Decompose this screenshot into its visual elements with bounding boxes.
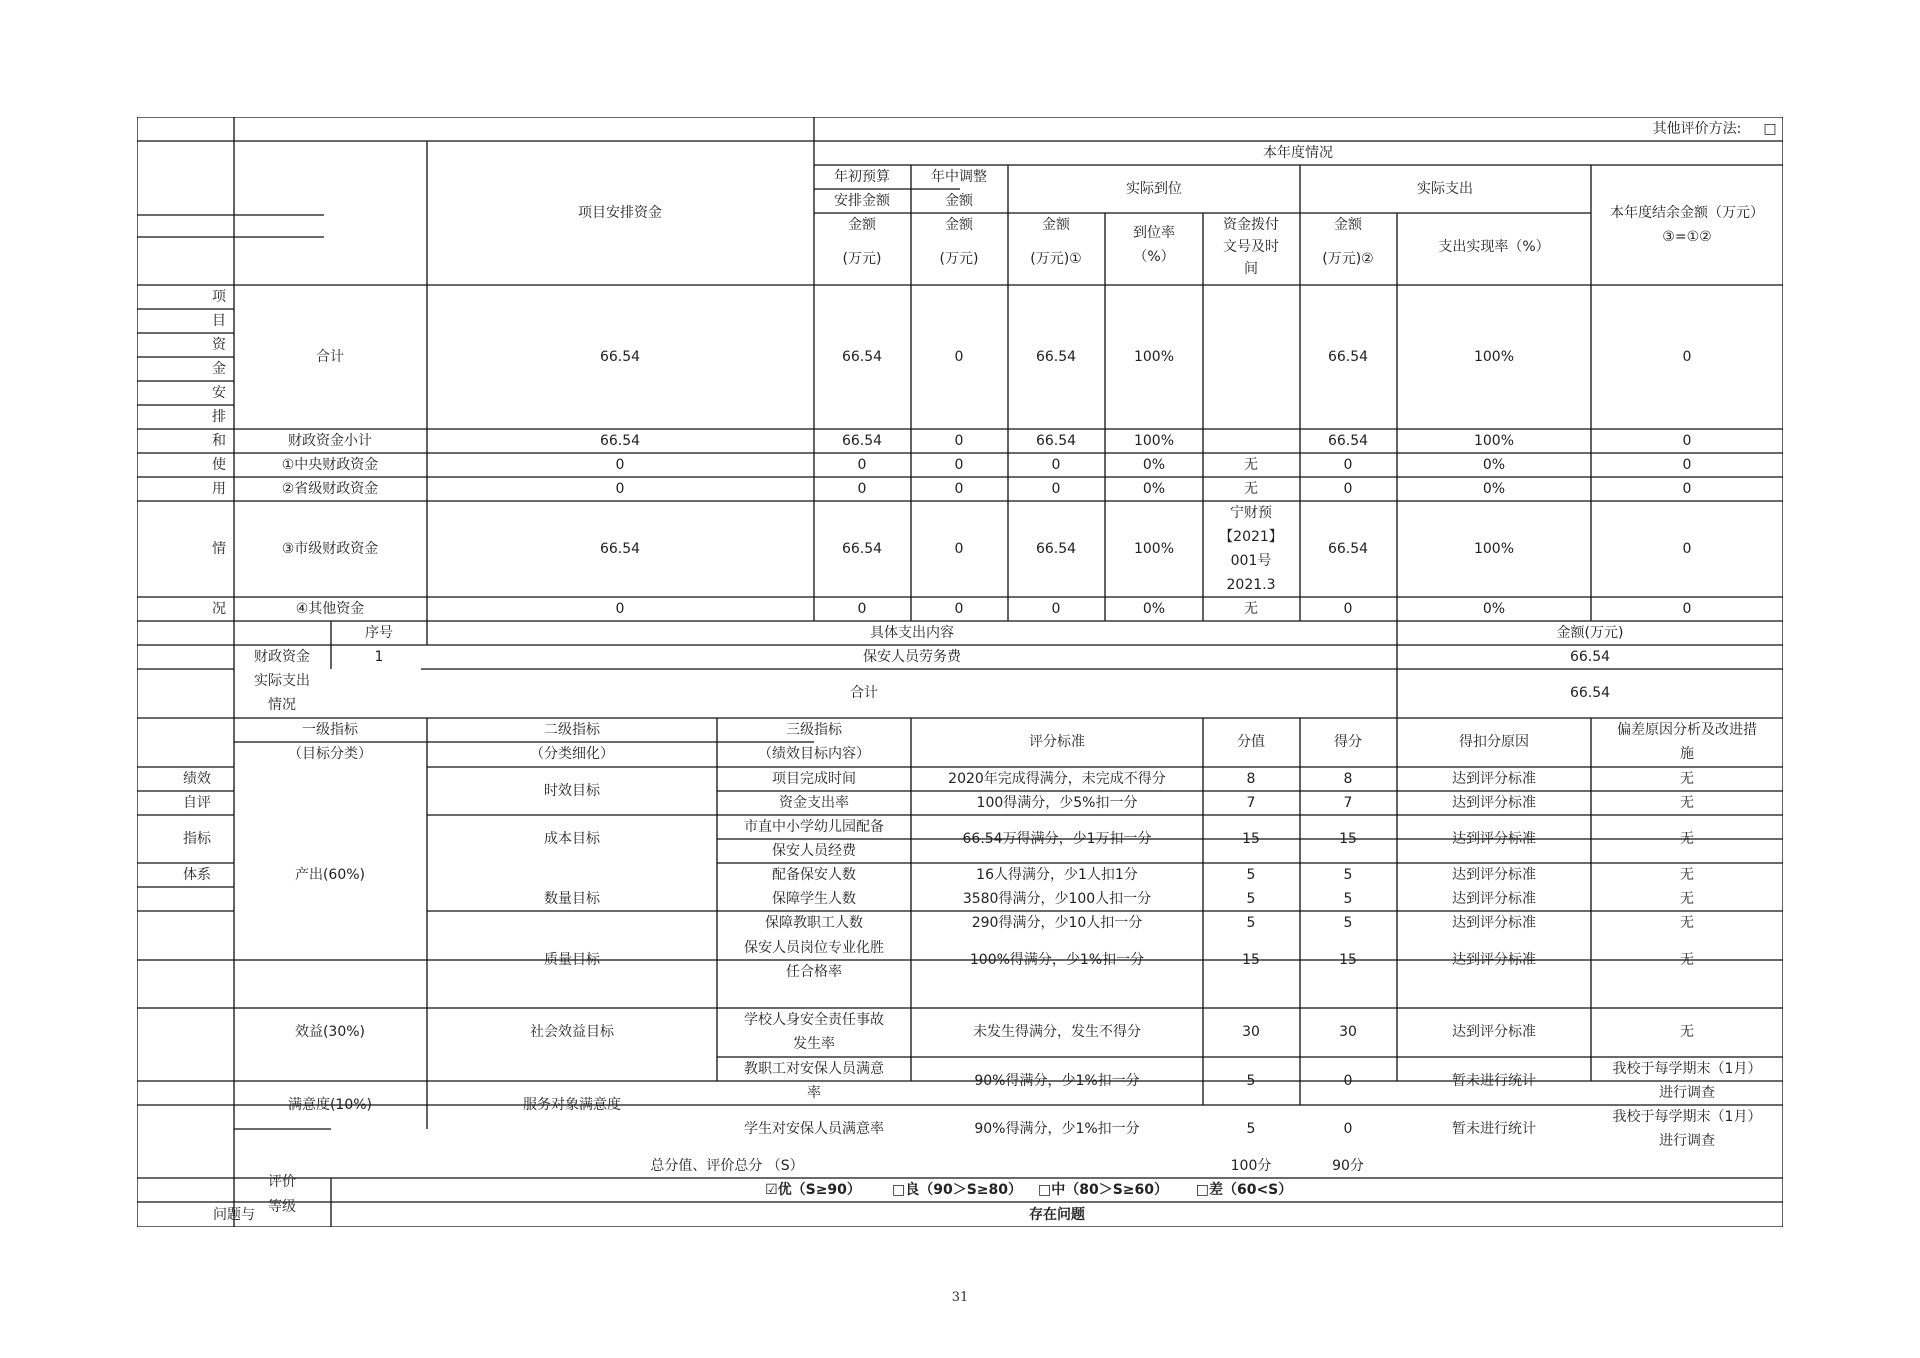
cell: 100% [1133,433,1175,449]
cell: ④其他资金 [295,601,365,617]
cell: 任合格率 [786,964,842,980]
spend-label: 财政资金 [254,649,310,665]
project-funds-heading: 项目安排资金 [578,205,662,221]
cell: 100% [1473,541,1515,557]
cell: 达到评分标准 [1452,952,1536,968]
perf-heading: 得分 [1334,734,1362,750]
cell: 66.54万得满分，少1万扣一分 [962,831,1152,847]
cell: 未发生得满分，发生不得分 [973,1024,1141,1040]
perf-heading: 三级指标 [786,722,842,738]
cell: 15 [1242,831,1260,847]
cell: 66.54 [1035,349,1077,365]
cell: 达到评分标准 [1452,915,1536,931]
side-char: 安 [212,385,226,401]
spend-no-heading: 序号 [365,625,393,641]
side-char: 体系 [183,867,211,883]
cell: 无 [1680,1024,1694,1040]
side-char: 指标 [183,831,211,847]
other-methods-label: 其他评价方法: [1652,121,1742,137]
cell: 0 [1051,601,1061,617]
perf-row [744,1108,1761,1149]
cell: 0 [954,457,964,473]
perf-row [744,1011,1694,1052]
cell: 100% [1133,541,1175,557]
initial-budget-heading-2: 安排金额 [834,193,890,209]
cell: 率 [807,1085,821,1101]
cell: 0 [954,433,964,449]
cell: 66.54 [841,433,883,449]
cell: 【2021】 [1219,529,1283,545]
cell: 66.54 [1327,349,1369,365]
cell: 0 [615,457,625,473]
cell: 0 [1682,457,1692,473]
side-char: 金 [212,361,226,377]
spend-total-label: 合计 [850,685,878,701]
perf-heading: 施 [1680,746,1694,762]
cell: 5 [1246,891,1256,907]
cell: 无 [1680,795,1694,811]
cell: ①中央财政资金 [281,457,379,473]
unit-heading-1: (万元)① [1030,251,1082,267]
cell: 0 [1682,601,1692,617]
side-char: 目 [212,313,226,329]
current-year-heading: 本年度情况 [1263,145,1333,161]
cell: 我校于每学期末（1月） [1612,1061,1762,1077]
cell: 0 [857,601,867,617]
level1-label: 满意度(10%) [287,1097,373,1113]
cell: 66.54 [1327,541,1369,557]
perf-heading: （分类细化） [530,746,614,762]
level2-label: 社会效益目标 [530,1024,614,1040]
page-number: 31 [951,1290,969,1305]
cell: 财政资金小计 [288,433,372,449]
cell: 进行调查 [1659,1085,1715,1101]
side-char: 情 [212,541,226,557]
cell: 5 [1246,915,1256,931]
cell: 7 [1343,795,1353,811]
cell: 我校于每学期末（1月） [1612,1109,1762,1125]
level2-label: 服务对象满意度 [523,1097,621,1113]
problems-title: 存在问题 [1029,1207,1085,1223]
perf-total-score: 100分 [1230,1158,1272,1174]
cell: 15 [1339,952,1357,968]
perf-heading: 评分标准 [1029,734,1085,750]
cell: 66.54 [599,433,641,449]
perf-row [772,770,1694,787]
cell: 66.54 [841,349,883,365]
cell: 5 [1246,867,1256,883]
cell: 0 [1682,541,1692,557]
side-char: 用 [212,481,226,497]
initial-budget-heading: 年初预算 [834,169,890,185]
cell: 5 [1246,1073,1256,1089]
cell: 0 [1343,481,1353,497]
cell: 8 [1246,771,1256,787]
cell: 15 [1242,952,1260,968]
cell: 100%得满分，少1%扣一分 [969,952,1145,968]
side-char: 绩效 [183,771,211,787]
perf-heading: 分值 [1237,734,1265,750]
cell: 0 [857,457,867,473]
cell: 发生率 [793,1036,835,1052]
cell: 90%得满分，少1%扣一分 [974,1121,1140,1137]
spend-label: 情况 [268,697,296,713]
level1-label: 效益(30%) [294,1024,366,1040]
rating-excellent-option[interactable]: ☑优（S≥90） [765,1182,861,1198]
cell: 30 [1242,1024,1260,1040]
cell: 5 [1343,915,1353,931]
cell: 2020年完成得满分，未完成不得分 [948,771,1166,787]
actual-arrival-heading: 实际到位 [1126,181,1182,197]
cell: 16人得满分，少1人扣1分 [976,867,1138,883]
cell: ②省级财政资金 [281,481,379,497]
cell: 0 [1051,481,1061,497]
cell: 无 [1680,831,1694,847]
side-char: 自评 [183,795,211,811]
spend-amount-heading: 金额(万元) [1556,625,1624,641]
perf-heading: （绩效目标内容） [758,746,870,762]
side-char: 和 [212,433,226,449]
level2-label: 时效目标 [544,783,600,799]
balance-heading: 本年度结余金额（万元） [1610,205,1764,221]
amount-heading: 金额 [1042,217,1070,233]
problems-label: 问题与 [213,1207,255,1223]
perf-heading: 偏差原因分析及改进措 [1617,722,1757,738]
amount-heading: 金额 [1334,217,1362,233]
cell: 无 [1244,481,1258,497]
balance-formula: ③=①② [1662,229,1712,245]
cell: 0% [1142,457,1166,473]
cell: 66.54 [599,541,641,557]
row-total-plan: 66.54 [599,349,641,365]
perf-total-got: 90分 [1332,1158,1364,1174]
cell: 达到评分标准 [1452,867,1536,883]
cell: 100% [1133,349,1175,365]
cell: ③市级财政资金 [281,541,379,557]
cell: 0 [1051,457,1061,473]
cell: 8 [1343,771,1353,787]
spend-label: 实际支出 [254,673,310,689]
cell: 无 [1680,891,1694,907]
cell: 0 [615,601,625,617]
cell: 无 [1680,867,1694,883]
cell: 保障学生人数 [772,891,856,907]
perf-heading: 一级指标 [302,722,358,738]
cell: 保安人员劳务费 [863,649,961,665]
perf-row [772,866,1694,883]
cell: 3580得满分，少100人扣一分 [962,891,1152,907]
cell: 达到评分标准 [1452,771,1536,787]
actual-spend-heading: 实际支出 [1417,181,1473,197]
mid-adjust-heading-2: 金额 [945,193,973,209]
cell: 90%得满分，少1%扣一分 [974,1073,1140,1089]
cell: 项目完成时间 [772,771,856,787]
rating-label-2: 等级 [268,1199,296,1215]
rating-poor-option[interactable]: □差（60<S） [1195,1182,1293,1198]
side-char: 使 [212,457,226,473]
perf-heading: （目标分类） [288,746,372,762]
cell: 0 [1682,481,1692,497]
cell: 暂未进行统计 [1452,1121,1536,1137]
cell: 100% [1473,349,1515,365]
cell: 0 [1343,1073,1353,1089]
amount-heading: 金额 [848,217,876,233]
cell: 0 [1682,349,1692,365]
cell: 15 [1339,831,1357,847]
cell: 66.54 [1569,649,1611,665]
cell: 0 [954,349,964,365]
cell: 达到评分标准 [1452,891,1536,907]
cell: 0 [954,481,964,497]
cell: 0 [1343,1121,1353,1137]
cell: 配备保安人数 [772,867,856,883]
arrival-rate-heading: 到位率 [1133,225,1175,241]
cell: 5 [1246,1121,1256,1137]
cell: 宁财预 [1230,505,1272,521]
rating-good-option[interactable]: □良（90＞S≥80） [891,1182,1023,1198]
cell: 0% [1482,601,1506,617]
level2-label: 数量目标 [544,891,600,907]
cell: 0% [1482,457,1506,473]
cell: 0 [954,601,964,617]
perf-row [779,794,1694,811]
perf-row [772,890,1694,907]
cell: 66.54 [1035,433,1077,449]
side-char: 况 [212,601,226,617]
cell: 66.54 [841,541,883,557]
spend-content-heading: 具体支出内容 [870,625,954,641]
cell: 100得满分，少5%扣一分 [976,795,1138,811]
evaluation-table [137,117,1783,1227]
unit-heading: (万元) [842,251,882,267]
cell: 0 [615,481,625,497]
cell: 001号 [1230,553,1272,569]
cell: 资金支出率 [779,795,849,811]
cell: 市直中小学幼儿园配备 [744,819,884,835]
side-char: 资 [212,337,226,353]
cell: 0 [1343,601,1353,617]
cell: 达到评分标准 [1452,1024,1536,1040]
level1-label: 产出(60%) [294,867,366,883]
rating-label: 评价 [268,1174,296,1190]
perf-heading: 得扣分原因 [1459,734,1529,750]
cell: 暂未进行统计 [1452,1073,1536,1089]
cell: 保安人员岗位专业化胜 [744,940,884,956]
mid-adjust-heading: 年中调整 [931,169,987,185]
cell: 无 [1680,952,1694,968]
doc-heading-3: 间 [1244,261,1258,277]
unit-heading: (万元) [939,251,979,267]
cell: 290得满分，少10人扣一分 [971,915,1143,931]
cell: 1 [374,649,384,665]
cell: 100% [1473,433,1515,449]
cell: 2021.3 [1226,577,1276,593]
spend-rate-heading: 支出实现率（%） [1438,239,1550,255]
cell: 进行调查 [1659,1133,1715,1149]
side-char: 排 [212,409,226,425]
cell: 达到评分标准 [1452,831,1536,847]
side-char: 项 [212,289,226,305]
cell: 0 [1682,433,1692,449]
arrival-rate-unit: （%） [1133,249,1175,265]
cell: 无 [1680,915,1694,931]
row-total-name: 合计 [316,349,344,365]
cell: 7 [1246,795,1256,811]
perf-row [765,914,1694,931]
cell: 学生对安保人员满意率 [744,1121,884,1137]
cell: 保障教职工人数 [765,915,863,931]
cell: 无 [1244,457,1258,473]
level2-label: 质量目标 [544,952,600,968]
cell: 无 [1680,771,1694,787]
spend-total: 66.54 [1569,685,1611,701]
cell: 66.54 [1035,541,1077,557]
cell: 66.54 [1327,433,1369,449]
cell: 学校人身安全责任事故 [744,1012,884,1028]
level2-label: 成本目标 [544,831,600,847]
perf-heading: 二级指标 [544,722,600,738]
cell: 0% [1142,601,1166,617]
cell: 达到评分标准 [1452,795,1536,811]
cell: 5 [1343,891,1353,907]
amount-heading: 金额 [945,217,973,233]
cell: 0 [954,541,964,557]
cell: 0% [1482,481,1506,497]
unit-heading-2: (万元)② [1322,251,1374,267]
doc-heading-2: 文号及时 [1223,239,1279,255]
grid-lines [137,117,1783,1227]
cell: 0% [1142,481,1166,497]
perf-total-label: 总分值、评价总分 （S） [650,1158,804,1174]
cell: 0 [1343,457,1353,473]
cell: 保安人员经费 [772,843,856,859]
doc-heading-1: 资金拨付 [1223,217,1279,233]
other-methods-checkbox[interactable]: □ [1763,121,1777,137]
cell: 0 [857,481,867,497]
cell: 教职工对安保人员满意 [744,1061,884,1077]
rating-mid-option[interactable]: □中（80＞S≥60） [1037,1182,1169,1198]
cell: 5 [1343,867,1353,883]
cell: 30 [1339,1024,1357,1040]
cell: 无 [1244,601,1258,617]
